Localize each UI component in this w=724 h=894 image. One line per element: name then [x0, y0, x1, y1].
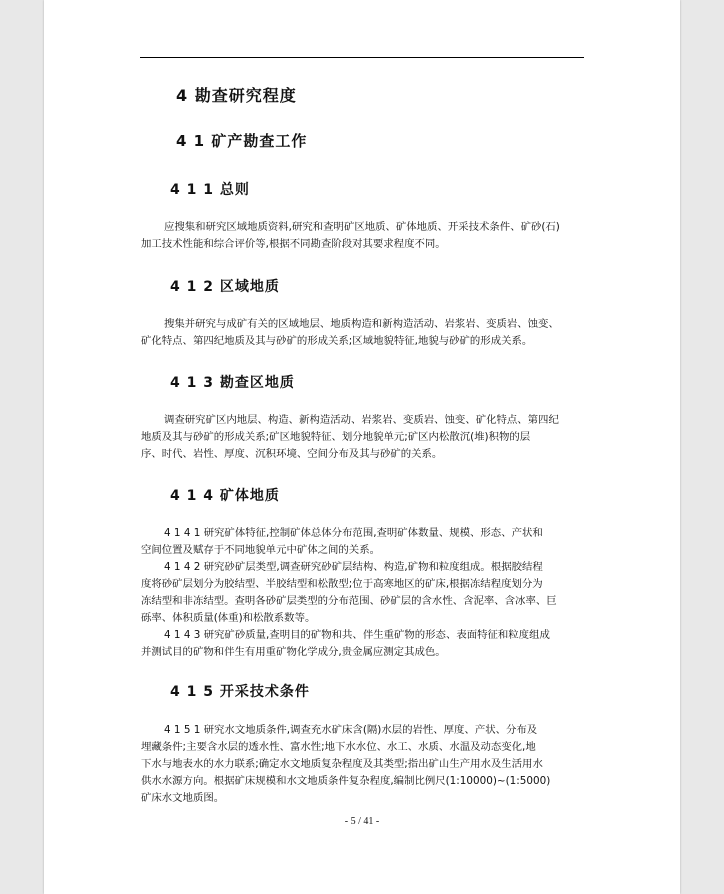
header-rule [140, 57, 584, 58]
text-line: 下水与地表水的水力联系;确定水文地质复杂程度及其类型;指出矿山生产用水及生活用水 [141, 758, 543, 770]
paragraph-4141 [141, 525, 586, 559]
chapter-heading: 4 勘查研究程度 [176, 86, 297, 105]
paragraph-412 [141, 316, 586, 350]
text-line: 4 1 4 2 研究砂矿层类型,调查研究砂矿层结构、构造,矿物和粒度组成。根据胶结程 [164, 561, 543, 573]
text-line: 应搜集和研究区域地质资料,研究和查明矿区地质、矿体地质、开采技术条件、矿砂(石) [164, 221, 560, 233]
paragraph-413 [141, 412, 586, 463]
text-line: 4 1 4 1 研究矿体特征,控制矿体总体分布范围,查明矿体数量、规模、形态、产状和 [164, 527, 543, 539]
subsection-heading-415: 4 1 5 开采技术条件 [170, 684, 310, 700]
subsection-heading-412: 4 1 2 区域地质 [170, 279, 280, 295]
subsection-heading-411: 4 1 1 总则 [170, 182, 250, 198]
paragraph-4143 [141, 627, 586, 661]
text-line: 地质及其与砂矿的形成关系;矿区地貌特征、划分地貌单元;矿区内松散沉(堆)积物的层 [141, 431, 531, 443]
paragraph-411 [141, 219, 586, 253]
text-line: 并测试目的矿物和伴生有用重矿物化学成分,贵金属应测定其成色。 [141, 646, 446, 658]
text-line: 矿床水文地质图。 [141, 792, 225, 804]
text-line: 埋藏条件;主要含水层的透水性、富水性;地下水水位、水工、水质、水温及动态变化,地 [141, 741, 536, 753]
paragraph-4151 [141, 722, 586, 807]
text-line: 调查研究矿区内地层、构造、新构造活动、岩浆岩、变质岩、蚀变、矿化特点、第四纪 [164, 414, 559, 426]
text-line: 砾率、体积质量(体重)和松散系数等。 [141, 612, 316, 624]
text-line: 矿化特点、第四纪地质及其与砂矿的形成关系;区域地貌特征,地貌与砂矿的形成关系。 [141, 335, 533, 347]
section-heading: 4 1 矿产勘查工作 [176, 132, 308, 150]
document-page [44, 0, 680, 894]
text-line: 度将砂矿层划分为胶结型、半胶结型和松散型;位于高寒地区的矿床,根据冻结程度划分为 [141, 578, 543, 590]
paragraph-4142 [141, 559, 586, 627]
subsection-heading-414: 4 1 4 矿体地质 [170, 488, 280, 504]
text-line: 空间位置及赋存于不同地貌单元中矿体之间的关系。 [141, 544, 380, 556]
text-line: 序、时代、岩性、厚度、沉积环境、空间分布及其与砂矿的关系。 [141, 448, 443, 460]
text-line: 冻结型和非冻结型。查明各砂矿层类型的分布范围、砂矿层的含水性、含泥率、含冰率、巨 [141, 595, 557, 607]
text-line: 搜集并研究与成矿有关的区域地层、地质构造和新构造活动、岩浆岩、变质岩、蚀变、 [164, 318, 559, 330]
text-line: 4 1 4 3 研究矿砂质量,查明目的矿物和共、伴生重矿物的形态、表面特征和粒度组成 [164, 629, 550, 641]
page-number: - 5 / 41 - [344, 816, 380, 827]
text-line: 加工技术性能和综合评价等,根据不同勘查阶段对其要求程度不同。 [141, 238, 446, 250]
subsection-heading-413: 4 1 3 勘查区地质 [170, 375, 295, 391]
text-line: 供水水源方向。根据矿床规模和水文地质条件复杂程度,编制比例尺(1:10000)~(1:5000) [141, 775, 551, 787]
text-line: 4 1 5 1 研究水文地质条件,调查充水矿床含(隔)水层的岩性、厚度、产状、分布及 [164, 724, 538, 736]
